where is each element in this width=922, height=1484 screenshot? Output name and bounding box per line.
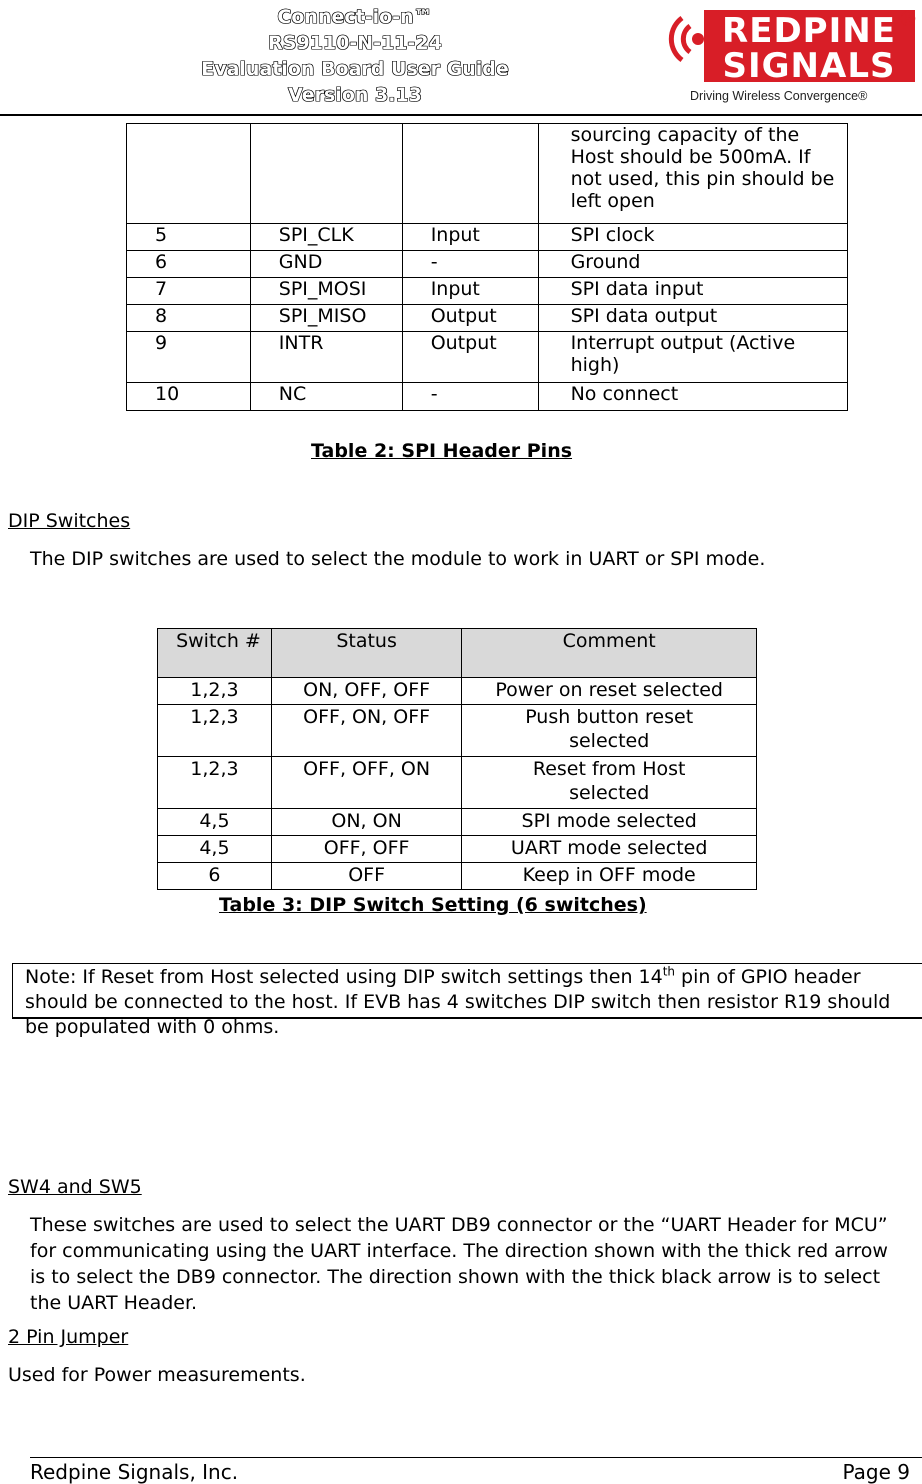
- comment-cell: UART mode selected: [462, 836, 757, 863]
- header-product: Connect-io-n™: [277, 6, 433, 28]
- spi-table-caption: Table 2: SPI Header Pins: [311, 440, 573, 462]
- pin-description-cell: Ground: [538, 251, 847, 278]
- table-row: [158, 678, 757, 705]
- pin-number-cell: 5: [127, 224, 251, 251]
- note-superscript: th: [662, 964, 676, 979]
- pin-signal-cell: SPI_MISO: [250, 305, 402, 332]
- pin-signal-cell: [250, 124, 402, 224]
- switch-cell: 1,2,3: [158, 705, 272, 757]
- document-header-title: [170, 4, 540, 108]
- pin-direction-cell: Input: [402, 224, 538, 251]
- registered-mark: ®: [898, 7, 918, 31]
- table-row: [158, 863, 757, 890]
- pin-direction-cell: [402, 124, 538, 224]
- comment-cell: Push button reset selected: [462, 705, 757, 757]
- pin-direction-cell: Output: [402, 305, 538, 332]
- pin-signal-cell: GND: [250, 251, 402, 278]
- column-header-comment: Comment: [462, 629, 757, 678]
- header-version: Version 3.13: [288, 84, 422, 106]
- table-row: [127, 332, 848, 383]
- status-cell: OFF: [271, 863, 462, 890]
- pin-jumper-description: Used for Power measurements.: [8, 1364, 306, 1386]
- table-row: [158, 836, 757, 863]
- dip-switches-description: The DIP switches are used to select the module to work in UART or SPI mode.: [30, 548, 766, 570]
- pin-direction-cell: -: [402, 251, 538, 278]
- pin-number-cell: 6: [127, 251, 251, 278]
- comment-cell: Keep in OFF mode: [462, 863, 757, 890]
- note-text-start: Note: If Reset from Host selected using DIP switch settings then 14: [25, 966, 663, 988]
- pin-number-cell: 9: [127, 332, 251, 383]
- comment-cell: Power on reset selected: [462, 678, 757, 705]
- pin-description-cell: Interrupt output (Active high): [538, 332, 847, 383]
- pin-description-cell: SPI clock: [538, 224, 847, 251]
- switch-cell: 6: [158, 863, 272, 890]
- dip-switches-heading: DIP Switches: [8, 510, 131, 532]
- dip-table-caption: Table 3: DIP Switch Setting (6 switches): [219, 894, 647, 916]
- switch-cell: 1,2,3: [158, 757, 272, 809]
- pin-signal-cell: INTR: [250, 332, 402, 383]
- header-part-number: RS9110-N-11-24: [268, 32, 442, 54]
- pin-description-cell: SPI data input: [538, 278, 847, 305]
- pin-signal-cell: SPI_MOSI: [250, 278, 402, 305]
- pin-description-cell: sourcing capacity of the Host should be 500mA. If not used, this pin should be left open: [538, 124, 847, 224]
- note-text-end: pin of GPIO header should be connected to the host. If EVB has 4 switches DIP switch then resistor R19 should be populated with 0 ohms.: [25, 966, 891, 1038]
- table-row: [127, 305, 848, 332]
- column-header-switch: Switch #: [158, 629, 272, 678]
- spi-header-pin-table: [126, 123, 848, 411]
- pin-number-cell: 10: [127, 383, 251, 411]
- table-row: [127, 224, 848, 251]
- footer-page-number: Page 9: [842, 1460, 910, 1484]
- table-row: [127, 383, 848, 411]
- sw4-sw5-description: These switches are used to select the UART DB9 connector or the “UART Header for MCU” for communicating using the UART interface. The direction shown with the thick red arrow is to select the DB9 connector. The direction shown with the thick black arrow is to select the UART Header.: [30, 1214, 888, 1314]
- header-guide-name: Evaluation Board User Guide: [201, 58, 509, 80]
- switch-cell: 1,2,3: [158, 678, 272, 705]
- table-row: [127, 251, 848, 278]
- pin-number-cell: 7: [127, 278, 251, 305]
- dip-switch-setting-table: [157, 628, 757, 890]
- pin-direction-cell: -: [402, 383, 538, 411]
- header-divider: [0, 114, 922, 116]
- table-row: [158, 757, 757, 809]
- logo-tagline: Driving Wireless Convergence®: [690, 89, 868, 103]
- table-row: [127, 124, 848, 224]
- comment-cell: SPI mode selected: [462, 809, 757, 836]
- pin-signal-cell: SPI_CLK: [250, 224, 402, 251]
- table-header-row: [158, 629, 757, 678]
- note-box: [12, 963, 922, 1038]
- pin-jumper-heading: 2 Pin Jumper: [8, 1326, 129, 1348]
- status-cell: OFF, ON, OFF: [271, 705, 462, 757]
- pin-number-cell: 8: [127, 305, 251, 332]
- pin-direction-cell: Input: [402, 278, 538, 305]
- pin-signal-cell: NC: [250, 383, 402, 411]
- sw4-sw5-heading: SW4 and SW5: [8, 1176, 142, 1198]
- pin-description-cell: No connect: [538, 383, 847, 411]
- signal-waves-icon: [671, 18, 690, 60]
- footer-company: Redpine Signals, Inc.: [30, 1460, 239, 1484]
- logo-line-1: REDPINE: [722, 11, 896, 51]
- table-row: [158, 809, 757, 836]
- switch-cell: 4,5: [158, 836, 272, 863]
- pin-number-cell: [127, 124, 251, 224]
- pin-direction-cell: Output: [402, 332, 538, 383]
- status-cell: ON, OFF, OFF: [271, 678, 462, 705]
- switch-cell: 4,5: [158, 809, 272, 836]
- footer-divider: [30, 1457, 922, 1458]
- table-row: [158, 705, 757, 757]
- status-cell: OFF, OFF, ON: [271, 757, 462, 809]
- status-cell: OFF, OFF: [271, 836, 462, 863]
- pin-description-cell: SPI data output: [538, 305, 847, 332]
- table-row: [127, 278, 848, 305]
- column-header-status: Status: [271, 629, 462, 678]
- logo-line-2: SIGNALS: [722, 46, 896, 86]
- status-cell: ON, ON: [271, 809, 462, 836]
- comment-cell: Reset from Host selected: [462, 757, 757, 809]
